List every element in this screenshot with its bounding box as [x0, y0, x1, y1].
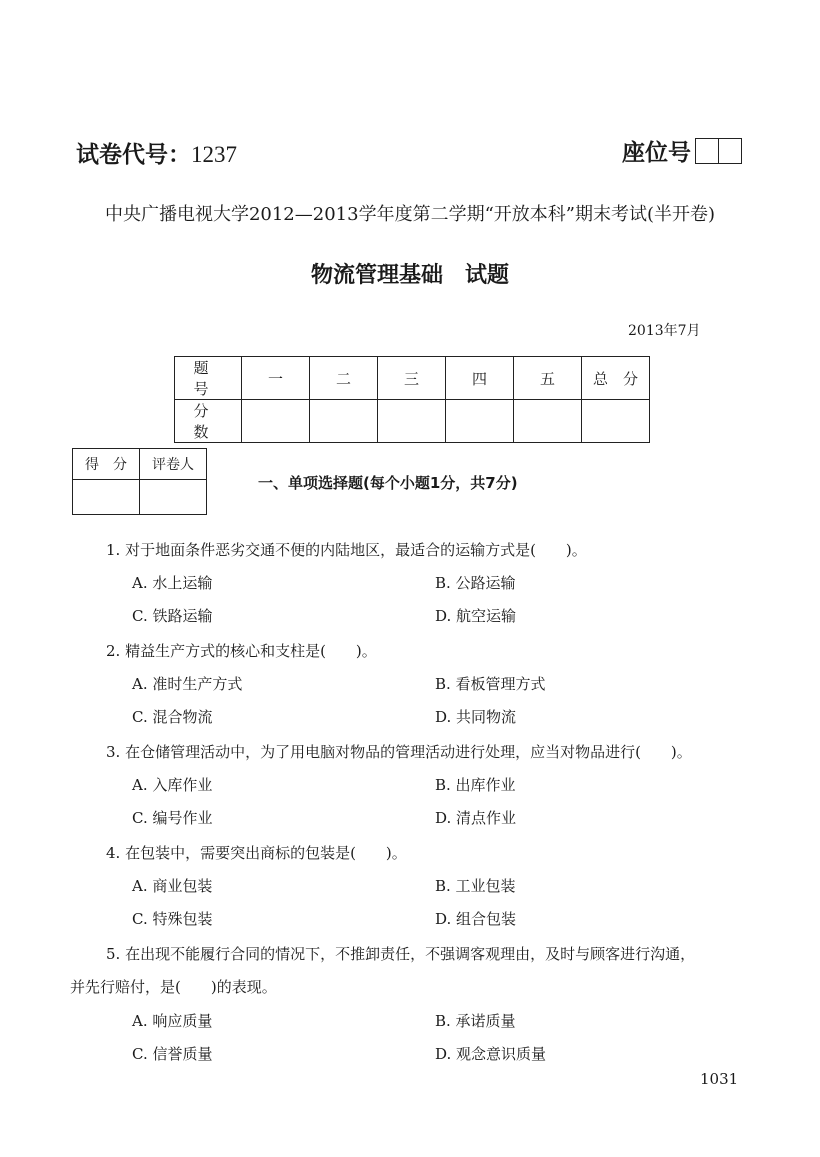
seat-number-boxes[interactable]	[695, 138, 742, 164]
grader-score-cell[interactable]	[73, 480, 140, 515]
exam-date: 2013年7月	[628, 323, 701, 339]
option-c: C. 编号作业	[132, 809, 213, 827]
score-table-cell: 总 分	[582, 357, 650, 400]
score-table-cell: 四	[446, 357, 514, 400]
question-stem-continued: 并先行赔付，是( )的表现。	[70, 978, 277, 996]
option-b: B. 出库作业	[435, 776, 516, 794]
option-a: A. 响应质量	[132, 1012, 213, 1030]
exam-code-number: 1237	[191, 142, 237, 167]
seat-number-label: 座位号	[622, 140, 691, 166]
question-stem: 3. 在仓储管理活动中，为了用电脑对物品的管理活动进行处理，应当对物品进行( )。	[106, 743, 692, 761]
score-input-cell[interactable]	[378, 400, 446, 443]
score-table-cell: 题 号	[175, 357, 242, 400]
option-a: A. 商业包装	[132, 877, 213, 895]
option-a: A. 水上运输	[132, 574, 213, 592]
score-input-cell[interactable]	[514, 400, 582, 443]
option-d: D. 共同物流	[435, 708, 517, 726]
question-stem: 5. 在出现不能履行合同的情况下，不推卸责任，不强调客观理由，及时与顾客进行沟通，	[106, 945, 696, 963]
option-b: B. 公路运输	[435, 574, 516, 592]
score-table-cell: 五	[514, 357, 582, 400]
option-a: A. 准时生产方式	[132, 675, 243, 693]
score-row-label: 分 数	[175, 400, 242, 443]
score-input-cell[interactable]	[242, 400, 310, 443]
option-c: C. 信誉质量	[132, 1045, 213, 1063]
option-c: C. 混合物流	[132, 708, 213, 726]
subject-title: 物流管理基础 试题	[310, 263, 509, 288]
score-table-cell: 一	[242, 357, 310, 400]
option-d: D. 观念意识质量	[435, 1045, 547, 1063]
option-b: B. 承诺质量	[435, 1012, 516, 1030]
seat-box-2[interactable]	[719, 138, 742, 164]
question-stem: 4. 在包装中，需要突出商标的包装是( )。	[106, 844, 407, 862]
score-input-cell[interactable]	[582, 400, 650, 443]
grader-table	[72, 448, 207, 515]
score-table-cell: 二	[310, 357, 378, 400]
score-table	[174, 356, 650, 443]
exam-code-label: 试卷代号：	[76, 142, 191, 168]
score-table-score-row	[175, 400, 650, 443]
option-b: B. 看板管理方式	[435, 675, 546, 693]
page-number: 1031	[700, 1070, 739, 1088]
option-b: B. 工业包装	[435, 877, 516, 895]
score-input-cell[interactable]	[446, 400, 514, 443]
question-stem: 1. 对于地面条件恶劣交通不便的内陆地区，最适合的运输方式是( )。	[106, 541, 587, 559]
question-stem: 2. 精益生产方式的核心和支柱是( )。	[106, 642, 377, 660]
option-a: A. 入库作业	[132, 776, 213, 794]
seat-number	[622, 134, 742, 167]
score-input-cell[interactable]	[310, 400, 378, 443]
grader-name-label: 评卷人	[140, 449, 207, 480]
option-d: D. 清点作业	[435, 809, 517, 827]
exam-code	[76, 136, 237, 169]
grader-score-label: 得 分	[73, 449, 140, 480]
score-table-cell: 三	[378, 357, 446, 400]
option-d: D. 组合包装	[435, 910, 517, 928]
option-c: C. 特殊包装	[132, 910, 213, 928]
exam-heading: 中央广播电视大学2012—2013学年度第二学期“开放本科”期末考试(半开卷)	[104, 204, 716, 225]
option-c: C. 铁路运输	[132, 607, 213, 625]
seat-box-1[interactable]	[695, 138, 719, 164]
option-d: D. 航空运输	[435, 607, 517, 625]
score-table-header-row	[175, 357, 650, 400]
section-title: 一、单项选择题(每个小题1分，共7分)	[258, 474, 518, 492]
grader-name-cell[interactable]	[140, 480, 207, 515]
